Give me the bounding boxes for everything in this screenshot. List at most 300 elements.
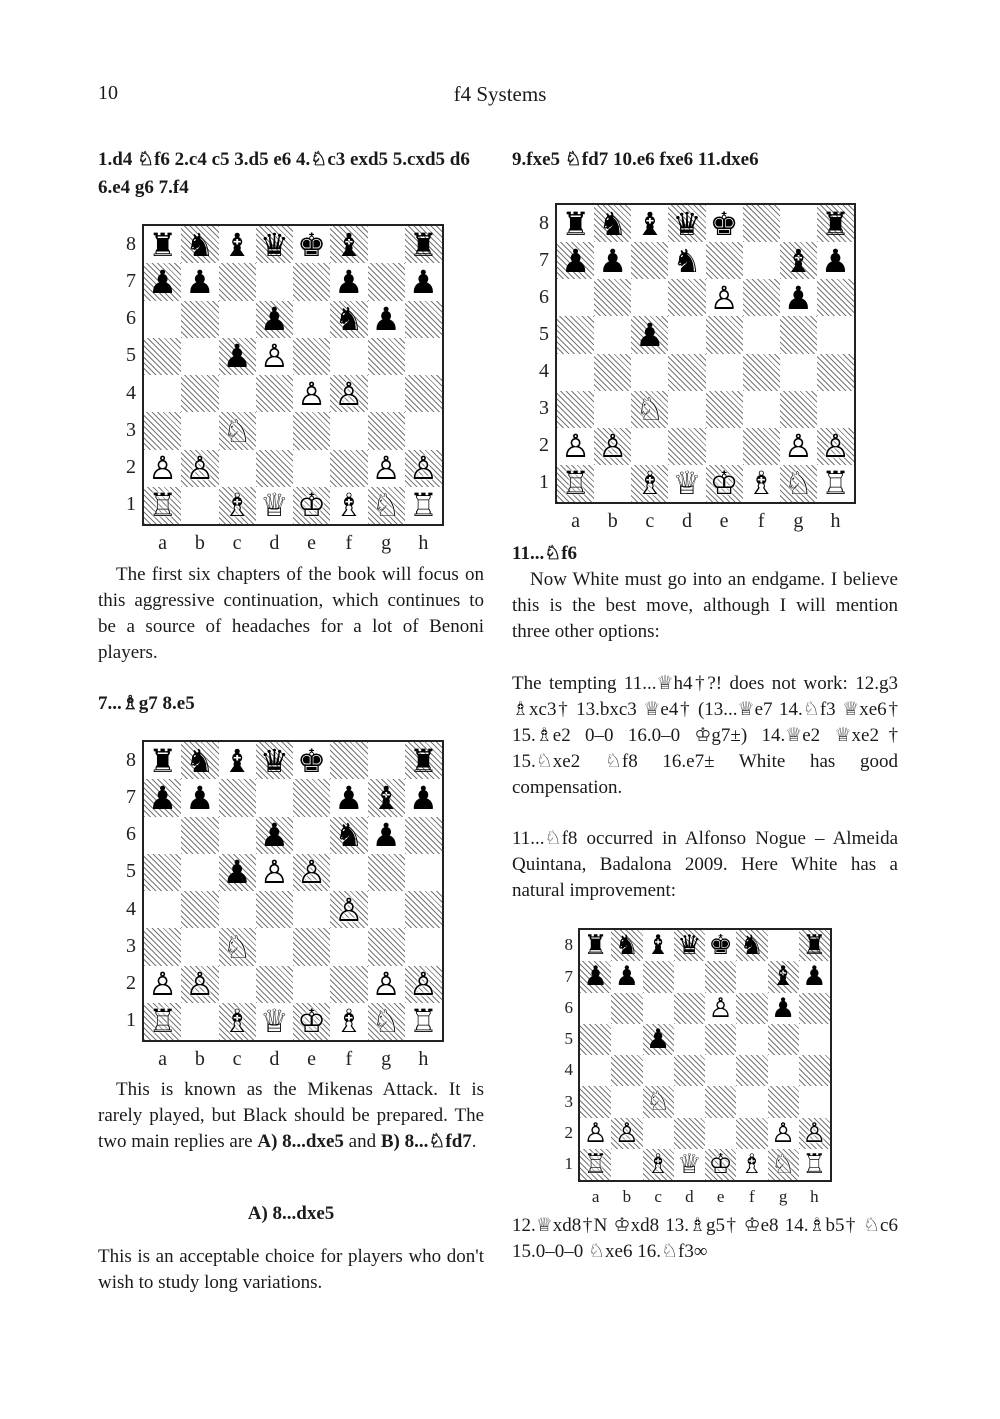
board-square-g3 (768, 1086, 799, 1117)
file-label: d (269, 532, 280, 554)
board-square-a5 (557, 316, 594, 353)
board-square-a7 (557, 242, 594, 279)
board-square-c5 (643, 1024, 674, 1055)
board-square-f8 (330, 742, 367, 779)
file-label: d (681, 510, 692, 532)
board-square-b1 (181, 487, 218, 524)
chess-board (142, 740, 444, 1042)
left-move-heading-2-block (98, 690, 484, 718)
file-label: g (381, 1048, 392, 1070)
white-pawn-icon: ♙ (185, 449, 215, 487)
board-square-f3 (330, 928, 367, 965)
board-square-b2 (181, 966, 218, 1003)
board-square-h8 (799, 930, 830, 961)
left-para-3-block (98, 1244, 484, 1296)
black-pawn-icon: ♟ (802, 961, 827, 993)
board-square-g1 (780, 465, 817, 502)
white-rook-icon: ♖ (409, 1002, 438, 1040)
board-square-a5 (144, 338, 181, 375)
board-square-d6 (674, 993, 705, 1024)
board-square-f2 (330, 450, 367, 487)
board-square-f7 (330, 779, 367, 816)
rank-label: 5 (539, 322, 549, 345)
black-pawn-icon: ♟ (409, 779, 438, 817)
rank-label: 4 (126, 381, 136, 404)
page-number: 10 (98, 82, 118, 104)
board-square-e3 (293, 412, 330, 449)
right-move-heading-2: 11...♘f6 (512, 543, 578, 564)
board-square-b8 (181, 226, 218, 263)
board-square-b3 (611, 1086, 642, 1117)
board-square-h8 (405, 742, 442, 779)
board-square-d3 (674, 1086, 705, 1117)
rank-label: 2 (126, 972, 136, 995)
white-rook-icon: ♖ (148, 1002, 177, 1040)
left-paragraph-2-end: . (471, 1131, 477, 1152)
board-square-h3 (817, 391, 854, 428)
chess-board (555, 203, 856, 504)
board-square-d3 (256, 928, 293, 965)
black-pawn-icon: ♟ (821, 242, 850, 280)
board-square-e2 (293, 966, 330, 1003)
white-knight-icon: ♘ (635, 390, 665, 428)
board-square-a8 (580, 930, 611, 961)
black-knight-icon: ♞ (739, 930, 764, 962)
rank-label: 1 (126, 1009, 136, 1032)
board-square-h7 (817, 242, 854, 279)
board-square-g5 (368, 854, 405, 891)
file-label: a (571, 510, 580, 532)
board-square-a4 (144, 375, 181, 412)
white-pawn-icon: ♙ (409, 965, 438, 1003)
board-square-d3 (668, 391, 705, 428)
black-king-icon: ♚ (297, 226, 326, 264)
board-square-h1 (405, 1003, 442, 1040)
board-square-h6 (799, 993, 830, 1024)
rank-label: 3 (126, 418, 136, 441)
board-square-b6 (181, 817, 218, 854)
white-pawn-icon: ♙ (371, 449, 401, 487)
board-square-d4 (256, 375, 293, 412)
black-pawn-icon: ♟ (260, 816, 289, 854)
file-label: h (418, 532, 429, 554)
board-square-h5 (405, 854, 442, 891)
black-rook-icon: ♜ (561, 205, 590, 243)
black-pawn-icon: ♟ (583, 961, 608, 993)
board-square-d7 (256, 779, 293, 816)
black-bishop-icon: ♝ (783, 242, 813, 280)
board-square-d6 (256, 301, 293, 338)
black-pawn-icon: ♟ (771, 992, 796, 1024)
left-para-1-block (98, 562, 484, 666)
board-square-d8 (256, 742, 293, 779)
board-square-g4 (368, 891, 405, 928)
board-square-b2 (181, 450, 218, 487)
board-square-e4 (706, 354, 743, 391)
board-square-g4 (368, 375, 405, 412)
board-square-f5 (736, 1024, 767, 1055)
black-knight-icon: ♞ (598, 205, 628, 243)
rank-label: 7 (564, 966, 573, 986)
board-square-d3 (256, 412, 293, 449)
rank-label: 4 (539, 360, 549, 383)
board-square-g2 (368, 966, 405, 1003)
white-pawn-icon: ♙ (561, 427, 590, 465)
board-square-c8 (219, 226, 256, 263)
board-square-c8 (643, 930, 674, 961)
board-square-d8 (668, 205, 705, 242)
board-square-a7 (144, 779, 181, 816)
board-square-c8 (219, 742, 256, 779)
board-square-h8 (405, 226, 442, 263)
board-square-h1 (799, 1149, 830, 1180)
file-label: e (307, 1048, 317, 1070)
white-king-icon: ♔ (297, 1002, 326, 1040)
rank-label: 7 (126, 269, 136, 292)
board-square-f1 (330, 1003, 367, 1040)
board-square-g2 (780, 428, 817, 465)
board-square-c1 (219, 487, 256, 524)
white-knight-icon: ♘ (646, 1086, 671, 1118)
board-square-e4 (705, 1055, 736, 1086)
board-square-g2 (768, 1118, 799, 1149)
left-paragraph-2-start: This is known as the Mikenas Attack. It is rarely played, but Black should be prepared. The two main replies are (98, 1079, 484, 1152)
board-square-a4 (580, 1055, 611, 1086)
white-pawn-icon: ♙ (297, 853, 326, 891)
white-king-icon: ♔ (709, 464, 739, 502)
board-square-c6 (631, 279, 668, 316)
white-queen-icon: ♕ (672, 464, 702, 502)
board-square-b3 (181, 928, 218, 965)
white-pawn-icon: ♙ (783, 427, 813, 465)
board-square-b4 (181, 375, 218, 412)
board-square-e8 (706, 205, 743, 242)
board-square-g8 (780, 205, 817, 242)
board-square-e6 (705, 993, 736, 1024)
file-label: h (810, 1187, 819, 1206)
file-label: b (607, 510, 618, 532)
file-label: f (749, 1187, 755, 1206)
rank-label: 7 (539, 248, 549, 271)
board-square-c1 (631, 465, 668, 502)
black-knight-icon: ♞ (614, 930, 639, 962)
white-pawn-icon: ♙ (260, 853, 289, 891)
right-move-heading-2-block (512, 540, 898, 568)
left-para-2-block (98, 1077, 484, 1155)
file-label: e (719, 510, 729, 532)
white-rook-icon: ♖ (821, 464, 850, 502)
chess-board (578, 928, 832, 1182)
white-pawn-icon: ♙ (771, 1117, 796, 1149)
board-square-a7 (144, 263, 181, 300)
board-square-h1 (817, 465, 854, 502)
board-square-c2 (219, 450, 256, 487)
board-square-g1 (768, 1149, 799, 1180)
right-column (512, 146, 898, 174)
board-square-a7 (580, 961, 611, 992)
board-square-a2 (580, 1118, 611, 1149)
board-square-e6 (293, 817, 330, 854)
board-square-g8 (368, 742, 405, 779)
board-square-a3 (557, 391, 594, 428)
black-bishop-icon: ♝ (646, 930, 671, 962)
board-square-h3 (799, 1086, 830, 1117)
file-label: g (793, 510, 804, 532)
black-rook-icon: ♜ (148, 742, 177, 780)
white-rook-icon: ♖ (148, 486, 177, 524)
board-square-b8 (611, 930, 642, 961)
board-square-g3 (368, 412, 405, 449)
board-square-e4 (293, 375, 330, 412)
black-rook-icon: ♜ (409, 226, 438, 264)
black-pawn-icon: ♟ (598, 242, 628, 280)
board-square-d1 (674, 1149, 705, 1180)
white-rook-icon: ♖ (583, 1148, 608, 1180)
white-knight-icon: ♘ (783, 464, 813, 502)
white-pawn-icon: ♙ (260, 337, 289, 375)
board-square-e8 (293, 742, 330, 779)
board-square-d8 (256, 226, 293, 263)
board-square-d2 (256, 966, 293, 1003)
black-rook-icon: ♜ (148, 226, 177, 264)
left-column (98, 146, 484, 202)
rank-label: 3 (126, 934, 136, 957)
black-knight-icon: ♞ (672, 242, 702, 280)
board-square-f7 (743, 242, 780, 279)
board-square-f8 (330, 226, 367, 263)
board-square-f1 (330, 487, 367, 524)
black-bishop-icon: ♝ (371, 779, 401, 817)
rank-label: 8 (126, 232, 136, 255)
board-square-h3 (405, 412, 442, 449)
board-square-a8 (144, 742, 181, 779)
black-pawn-icon: ♟ (148, 263, 177, 301)
board-square-e4 (293, 891, 330, 928)
black-king-icon: ♚ (297, 742, 326, 780)
board-square-f5 (330, 338, 367, 375)
board-square-d1 (256, 1003, 293, 1040)
rank-label: 3 (539, 397, 549, 420)
board-square-d1 (256, 487, 293, 524)
white-pawn-icon: ♙ (583, 1117, 608, 1149)
black-rook-icon: ♜ (583, 930, 608, 962)
board-square-a8 (144, 226, 181, 263)
black-knight-icon: ♞ (185, 226, 215, 264)
file-label: a (158, 1048, 168, 1070)
rank-label: 5 (564, 1029, 573, 1049)
board-square-f2 (743, 428, 780, 465)
board-square-e5 (705, 1024, 736, 1055)
board-square-d4 (256, 891, 293, 928)
board-square-b2 (611, 1118, 642, 1149)
black-rook-icon: ♜ (821, 205, 850, 243)
black-bishop-icon: ♝ (222, 742, 252, 780)
white-pawn-icon: ♙ (334, 891, 364, 929)
black-pawn-icon: ♟ (260, 300, 289, 338)
black-knight-icon: ♞ (334, 816, 364, 854)
black-queen-icon: ♛ (260, 226, 289, 264)
board-square-a6 (144, 817, 181, 854)
rank-label: 1 (564, 1154, 573, 1174)
board-square-b2 (594, 428, 631, 465)
board-square-b7 (181, 263, 218, 300)
board-square-c6 (219, 817, 256, 854)
board-square-g3 (368, 928, 405, 965)
board-square-h5 (405, 338, 442, 375)
board-square-e7 (293, 779, 330, 816)
white-pawn-icon: ♙ (371, 965, 401, 1003)
board-square-c4 (219, 375, 256, 412)
board-square-c3 (643, 1086, 674, 1117)
board-square-c5 (219, 854, 256, 891)
board-square-e7 (706, 242, 743, 279)
board-square-f1 (736, 1149, 767, 1180)
right-para-2-block (512, 671, 898, 801)
white-pawn-icon: ♙ (334, 375, 364, 413)
file-label: d (685, 1187, 694, 1206)
board-square-f6 (743, 279, 780, 316)
white-bishop-icon: ♗ (646, 1148, 671, 1180)
board-square-h3 (405, 928, 442, 965)
board-square-g2 (368, 450, 405, 487)
board-square-b8 (181, 742, 218, 779)
black-queen-icon: ♛ (260, 742, 289, 780)
file-label: a (591, 1187, 600, 1206)
white-knight-icon: ♘ (371, 1002, 401, 1040)
board-square-c7 (631, 242, 668, 279)
board-square-f6 (330, 817, 367, 854)
board-square-e1 (293, 1003, 330, 1040)
board-square-g8 (768, 930, 799, 961)
board-square-h2 (405, 450, 442, 487)
white-knight-icon: ♘ (371, 486, 401, 524)
board-square-d8 (674, 930, 705, 961)
board-square-b4 (611, 1055, 642, 1086)
board-square-d5 (668, 316, 705, 353)
board-square-h6 (405, 817, 442, 854)
board-square-d6 (256, 817, 293, 854)
board-square-c7 (219, 779, 256, 816)
black-pawn-icon: ♟ (185, 779, 215, 817)
file-label: f (757, 510, 765, 532)
board-square-b6 (611, 993, 642, 1024)
board-square-a6 (144, 301, 181, 338)
white-king-icon: ♔ (297, 486, 326, 524)
rank-label: 6 (126, 823, 136, 846)
board-square-h4 (799, 1055, 830, 1086)
board-square-f4 (330, 891, 367, 928)
rank-label: 3 (564, 1091, 573, 1111)
board-square-b5 (181, 338, 218, 375)
board-square-a6 (557, 279, 594, 316)
board-square-g6 (780, 279, 817, 316)
file-label: b (194, 1048, 205, 1070)
board-square-f6 (330, 301, 367, 338)
left-paragraph-1: The first six chapters of the book will focus on this aggressive continuation, which continues to be a source of headaches for a lot of Benoni players. (98, 564, 484, 663)
board-square-e8 (293, 226, 330, 263)
board-square-g6 (368, 301, 405, 338)
board-square-f2 (330, 966, 367, 1003)
board-square-h5 (817, 316, 854, 353)
board-square-a3 (144, 412, 181, 449)
black-king-icon: ♚ (708, 930, 733, 962)
white-pawn-icon: ♙ (185, 965, 215, 1003)
file-label: b (622, 1187, 632, 1206)
white-pawn-icon: ♙ (708, 992, 733, 1024)
board-square-f6 (736, 993, 767, 1024)
board-square-h7 (799, 961, 830, 992)
left-paragraph-2-and: and (343, 1131, 381, 1152)
board-square-c5 (219, 338, 256, 375)
board-square-b6 (181, 301, 218, 338)
white-bishop-icon: ♗ (746, 464, 776, 502)
board-square-d5 (674, 1024, 705, 1055)
white-knight-icon: ♘ (222, 412, 252, 450)
board-square-f8 (743, 205, 780, 242)
board-square-c2 (643, 1118, 674, 1149)
board-square-d5 (256, 854, 293, 891)
black-pawn-icon: ♟ (635, 316, 665, 354)
board-square-b5 (594, 316, 631, 353)
black-pawn-icon: ♟ (222, 337, 252, 375)
white-pawn-icon: ♙ (409, 449, 438, 487)
board-square-h2 (817, 428, 854, 465)
board-square-b5 (181, 854, 218, 891)
board-square-e2 (705, 1118, 736, 1149)
board-square-a2 (144, 450, 181, 487)
board-square-d2 (674, 1118, 705, 1149)
board-square-a2 (557, 428, 594, 465)
white-knight-icon: ♘ (222, 928, 252, 966)
board-square-g5 (780, 316, 817, 353)
board-square-g1 (368, 487, 405, 524)
rank-label: 4 (564, 1060, 573, 1080)
white-queen-icon: ♕ (677, 1148, 702, 1180)
board-square-g1 (368, 1003, 405, 1040)
rank-label: 6 (564, 997, 573, 1017)
board-square-g4 (780, 354, 817, 391)
board-square-c4 (643, 1055, 674, 1086)
board-square-g7 (780, 242, 817, 279)
chess-board (142, 224, 444, 526)
board-square-f3 (330, 412, 367, 449)
board-square-c2 (219, 966, 256, 1003)
board-square-a1 (144, 1003, 181, 1040)
white-bishop-icon: ♗ (739, 1148, 764, 1180)
white-pawn-icon: ♙ (614, 1117, 639, 1149)
right-paragraph-2: The tempting 11...♕h4†?! does not work: 12.g3 ♗xc3† 13.bxc3 ♕e4† (13...♕e7 14.♘f3 ♕xe6† 15.♗e2 0–0 16.0–0 ♔g7±) 14.♕e2 ♕xe2† 15.♘xe2 ♘f8 16.e7± White has good compensation. (512, 673, 898, 798)
board-square-e8 (705, 930, 736, 961)
board-square-c3 (219, 928, 256, 965)
board-square-b4 (594, 354, 631, 391)
board-square-b7 (594, 242, 631, 279)
board-square-c4 (219, 891, 256, 928)
board-square-c1 (219, 1003, 256, 1040)
board-square-f4 (743, 354, 780, 391)
board-square-a5 (580, 1024, 611, 1055)
board-square-a4 (557, 354, 594, 391)
board-square-a1 (580, 1149, 611, 1180)
file-label: d (269, 1048, 280, 1070)
rank-label: 8 (539, 211, 549, 234)
board-square-d4 (668, 354, 705, 391)
board-square-h2 (799, 1118, 830, 1149)
board-square-b1 (594, 465, 631, 502)
black-pawn-icon: ♟ (334, 779, 364, 817)
board-square-c7 (643, 961, 674, 992)
running-title: f4 Systems (453, 82, 547, 106)
board-square-h6 (405, 301, 442, 338)
